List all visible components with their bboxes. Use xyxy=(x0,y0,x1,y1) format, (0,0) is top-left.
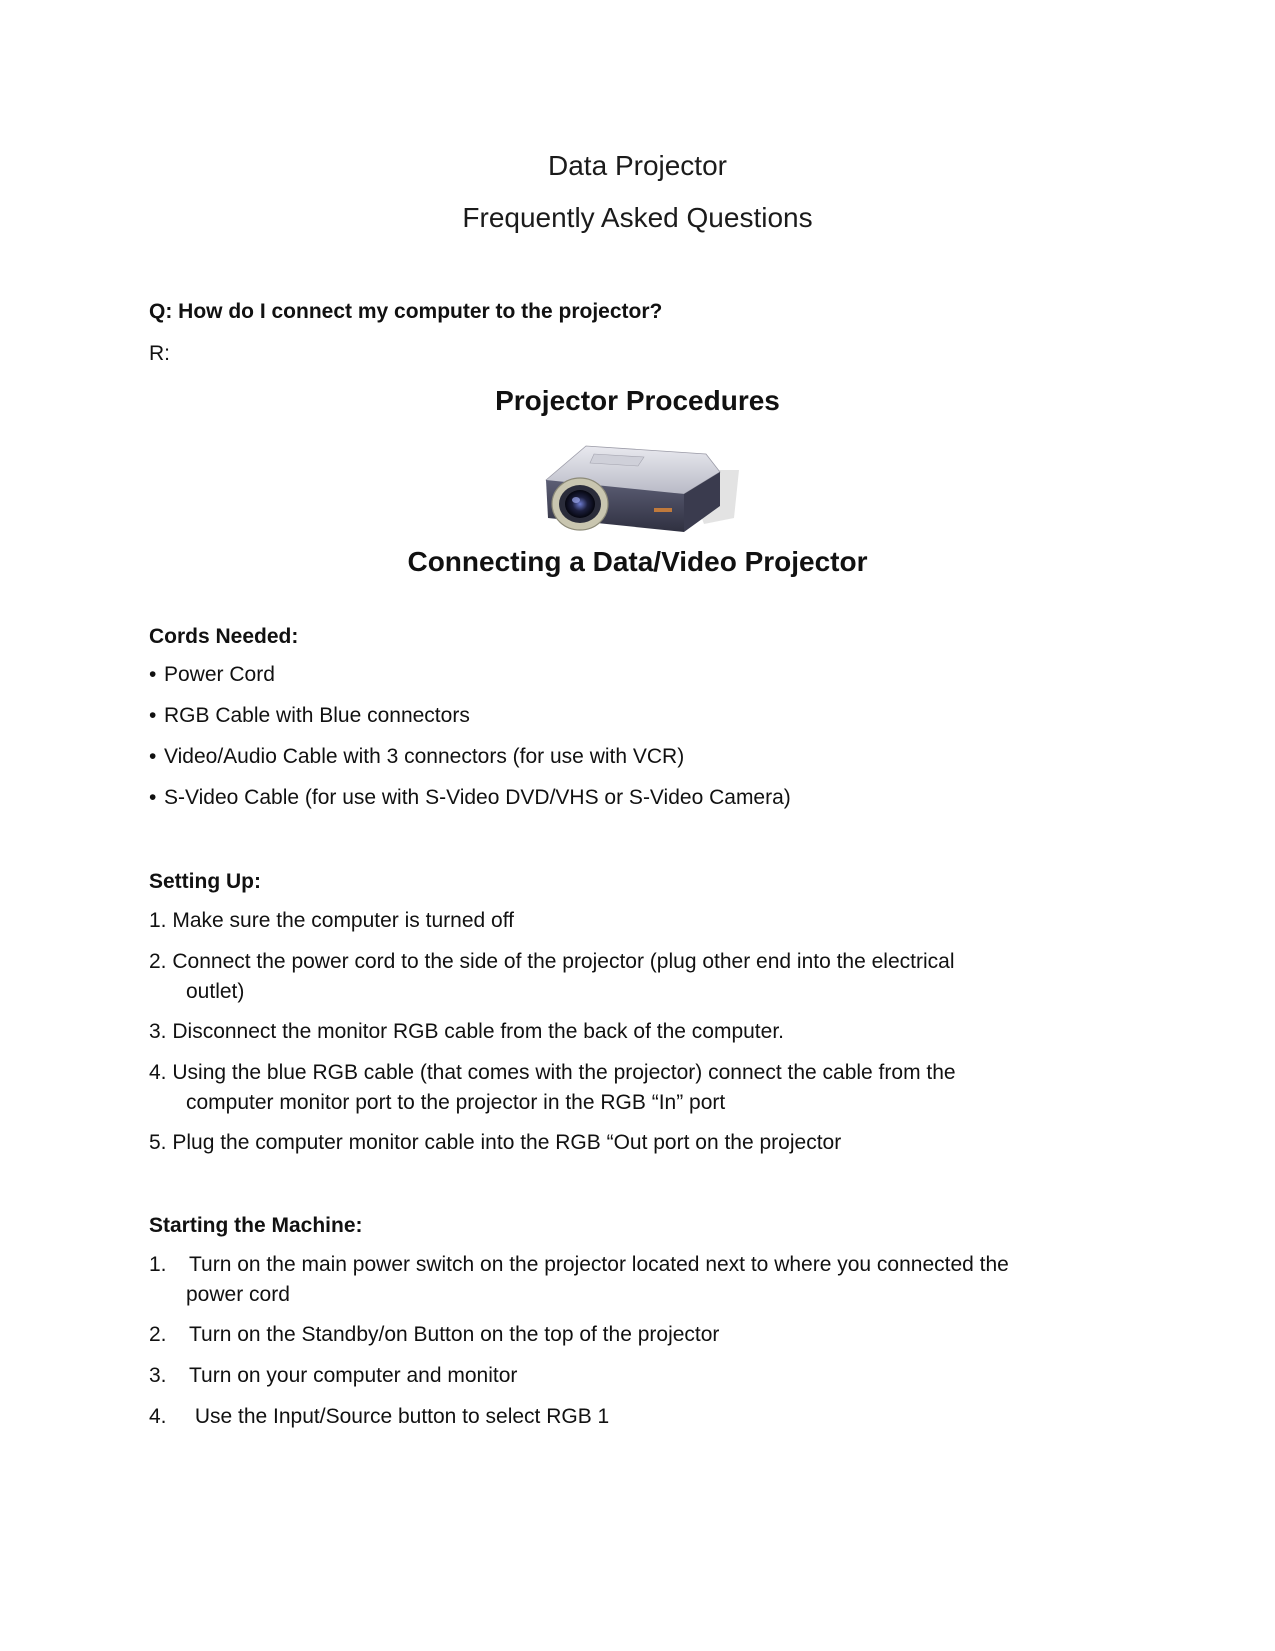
step-number: 2. xyxy=(149,950,167,973)
setup-step xyxy=(149,1017,784,1047)
setup-step xyxy=(149,1058,956,1088)
list-item-text: Video/Audio Cable with 3 connectors (for use with VCR) xyxy=(164,745,685,768)
step-continuation: computer monitor port to the projector in the RGB “In” port xyxy=(186,1091,726,1114)
bullet-icon: • xyxy=(149,663,157,686)
bullet-icon: • xyxy=(149,786,157,809)
document-subtitle: Frequently Asked Questions xyxy=(462,202,813,233)
projector-image xyxy=(534,440,744,540)
step-continuation: outlet) xyxy=(186,980,245,1003)
step-text: Turn on the main power switch on the projector located next to where you connected the xyxy=(189,1253,1009,1276)
step-number: 3. xyxy=(149,1020,167,1043)
step-continuation: power cord xyxy=(186,1283,290,1306)
step-number: 4. xyxy=(149,1405,167,1428)
step-text: Turn on the Standby/on Button on the top of the projector xyxy=(189,1323,720,1346)
step-text: Turn on your computer and monitor xyxy=(189,1364,518,1387)
setup-step xyxy=(149,1128,841,1158)
step-number: 3. xyxy=(149,1364,167,1387)
starting-step xyxy=(149,1320,719,1350)
question-text: Q: How do I connect my computer to the projector? xyxy=(149,300,663,323)
step-number: 2. xyxy=(149,1323,167,1346)
step-number: 1. xyxy=(149,1253,167,1276)
cords-heading: Cords Needed: xyxy=(149,625,299,648)
setup-heading: Setting Up: xyxy=(149,870,261,893)
list-item xyxy=(149,783,791,813)
step-number: 1. xyxy=(149,909,167,932)
starting-step xyxy=(149,1361,517,1391)
list-item xyxy=(149,701,470,731)
list-item xyxy=(149,660,275,690)
step-text: Make sure the computer is turned off xyxy=(172,909,514,932)
step-text: Use the Input/Source button to select RGB 1 xyxy=(189,1405,610,1428)
step-number: 5. xyxy=(149,1131,167,1154)
setup-step xyxy=(149,947,955,977)
procedures-title: Projector Procedures xyxy=(495,385,780,416)
bullet-icon: • xyxy=(149,704,157,727)
step-text: Connect the power cord to the side of the projector (plug other end into the electrical xyxy=(172,950,955,973)
step-number: 4. xyxy=(149,1061,167,1084)
starting-step xyxy=(149,1250,1009,1280)
step-text: Using the blue RGB cable (that comes with the projector) connect the cable from the xyxy=(172,1061,956,1084)
list-item-text: S-Video Cable (for use with S-Video DVD/VHS or S-Video Camera) xyxy=(164,786,791,809)
step-text: Plug the computer monitor cable into the RGB “Out port on the projector xyxy=(172,1131,842,1154)
list-item-text: RGB Cable with Blue connectors xyxy=(164,704,470,727)
setup-step xyxy=(149,906,514,936)
bullet-icon: • xyxy=(149,745,157,768)
connecting-title: Connecting a Data/Video Projector xyxy=(407,546,868,577)
answer-label: R: xyxy=(149,342,170,365)
step-text: Disconnect the monitor RGB cable from the back of the computer. xyxy=(172,1020,784,1043)
list-item xyxy=(149,742,684,772)
starting-heading: Starting the Machine: xyxy=(149,1214,363,1237)
list-item-text: Power Cord xyxy=(164,663,275,686)
document-title: Data Projector xyxy=(548,150,727,181)
starting-step xyxy=(149,1402,609,1432)
